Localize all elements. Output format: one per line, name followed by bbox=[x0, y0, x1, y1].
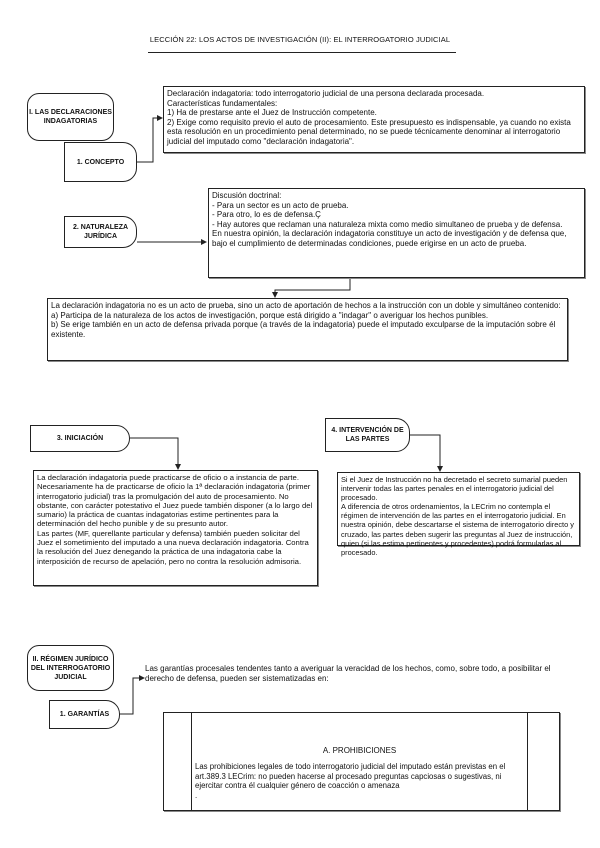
concepto-box bbox=[163, 86, 585, 153]
conclusion-line: b) Se erige también en un acto de defensa privada porque (a través de la indagatoria) puede el imputado exculparse de la imputación sobre él existente. bbox=[51, 320, 556, 339]
connector-conclusion bbox=[275, 278, 350, 297]
conclusion-line: a) Participa de la naturaleza de los actos de investigación, porque está dirigido a "indagar" o averiguar los hechos punibles. bbox=[51, 310, 489, 320]
prohibiciones-trail: . bbox=[195, 790, 198, 800]
concepto-line: 2) Exige como requisito previo el auto de procesamiento. Este presupuesto es indispensable, ya cuando no exista esta resolución en un procedimiento penal determinado, no se puede técnicamente denominar al interrogatorio judicial del imputado como "declaración indagatoria". bbox=[167, 117, 571, 146]
connector-intervencion bbox=[410, 435, 440, 471]
naturaleza-line: - Para otro, lo es de defensa.Ç bbox=[212, 210, 321, 220]
concepto-node: 1. CONCEPTO bbox=[64, 142, 137, 182]
connector-iniciacion bbox=[130, 438, 178, 469]
prohibiciones-box bbox=[163, 712, 560, 811]
naturaleza-node: 2. NATURALEZA JURÍDICA bbox=[64, 216, 137, 248]
intervencion-box bbox=[337, 472, 580, 557]
intervencion-line: A diferencia de otros ordenamientos, la LECrim no contempla el régimen de intervención de las partes en el interrogatorio judicial. En nuestra opinión, debe descartarse el sistema de interrogatorio directo y cruzado, las partes deben sugerir las preguntas al Juez de instrucción, quien (si las estima pertinentes y procedentes) podrá formularlas al procesado. bbox=[341, 502, 574, 557]
concepto-line: Características fundamentales: bbox=[167, 98, 278, 108]
page-title: LECCIÓN 22: LOS ACTOS DE INVESTIGACIÓN (II): EL INTERROGATORIO JUDICIAL bbox=[149, 35, 451, 44]
garantias-node: 1. GARANTÍAS bbox=[49, 700, 120, 729]
divider bbox=[527, 713, 528, 810]
intervencion-node: 4. INTERVENCIÓN DE LAS PARTES bbox=[325, 418, 410, 452]
concepto-line: 1) Ha de prestarse ante el Juez de Instrucción competente. bbox=[167, 108, 377, 118]
naturaleza-box bbox=[208, 188, 585, 278]
naturaleza-line: - Para un sector es un acto de prueba. bbox=[212, 200, 349, 210]
iniciacion-line: Necesariamente ha de practicarse de oficio la 1ª declaración indagatoria (primer interrogatorio judicial) tras la promulgación del auto de procesamiento. No obstante, con carácter potestativo el Juez puede también disponer (a lo largo del sumario) la práctica de cuantas indagatorias estime pertinentes para la determinación del hecho punible y de su presunto autor. bbox=[37, 482, 313, 529]
divider bbox=[191, 713, 192, 810]
iniciacion-line: Las partes (MF, querellante particular y defensa) también pueden solicitar del Juez el sometimiento del imputado a una nueva declaración indagatoria. Contra la resolución del Juez denegando la práctica de una indagatoria cabe la interposición de recurso de apelación, pero no contra la resolución admisoria. bbox=[37, 528, 309, 566]
conclusion-line: La declaración indagatoria no es un acto de prueba, sino un acto de aportación de hechos a la instrucción con un doble y simultáneo contenido: bbox=[51, 301, 561, 310]
concepto-line: Declaración indagatoria: todo interrogatorio judicial de una persona declarada procesada. bbox=[167, 89, 485, 98]
naturaleza-line: En nuestra opinión, la declaración indagatoria constituye un acto de investigación y de defensa que, bajo el cumplimiento de determinadas condiciones, puede erigirse en un acto de prueba. bbox=[212, 229, 567, 248]
iniciacion-node: 3. INICIACIÓN bbox=[30, 425, 130, 452]
intervencion-line: Si el Juez de Instrucción no ha decretado el secreto sumarial pueden intervenir todas las partes penales en el interrogatorio judicial del procesado. bbox=[341, 475, 568, 503]
section-heading-regimen: II. RÉGIMEN JURÍDICO DEL INTERROGATORIO JUDICIAL bbox=[27, 645, 114, 691]
section-heading-declaraciones: I. LAS DECLARACIONES INDAGATORIAS bbox=[27, 93, 114, 141]
connector-concepto bbox=[137, 118, 162, 162]
prohibiciones-heading: A. PROHIBICIONES bbox=[322, 746, 397, 755]
conclusion-box bbox=[47, 298, 568, 361]
connector-garantias bbox=[120, 678, 144, 714]
title-underline bbox=[148, 52, 456, 53]
prohibiciones-body: Las prohibiciones legales de todo interrogatorio judicial del imputado están previstas en el art.389.3 LECrim: no pueden hacerse al procesado preguntas capciosas o sugestivas, ni ejercitar contra él cualquier género de coacción o amenaza bbox=[195, 762, 506, 790]
iniciacion-box bbox=[33, 470, 318, 586]
naturaleza-line: - Hay autores que reclaman una naturaleza mixta como medio simultaneo de prueba y de defensa. bbox=[212, 219, 563, 229]
naturaleza-line: Discusión doctrinal: bbox=[212, 191, 282, 200]
prohibiciones-text bbox=[195, 762, 525, 800]
garantias-intro: Las garantías procesales tendentes tanto a averiguar la veracidad de los hechos, como, sobre todo, a posibilitar el derecho de defensa, pueden ser sistematizadas en: bbox=[145, 664, 551, 683]
iniciacion-line: La declaración indagatoria puede practicarse de oficio o a instancia de parte. bbox=[37, 473, 299, 482]
